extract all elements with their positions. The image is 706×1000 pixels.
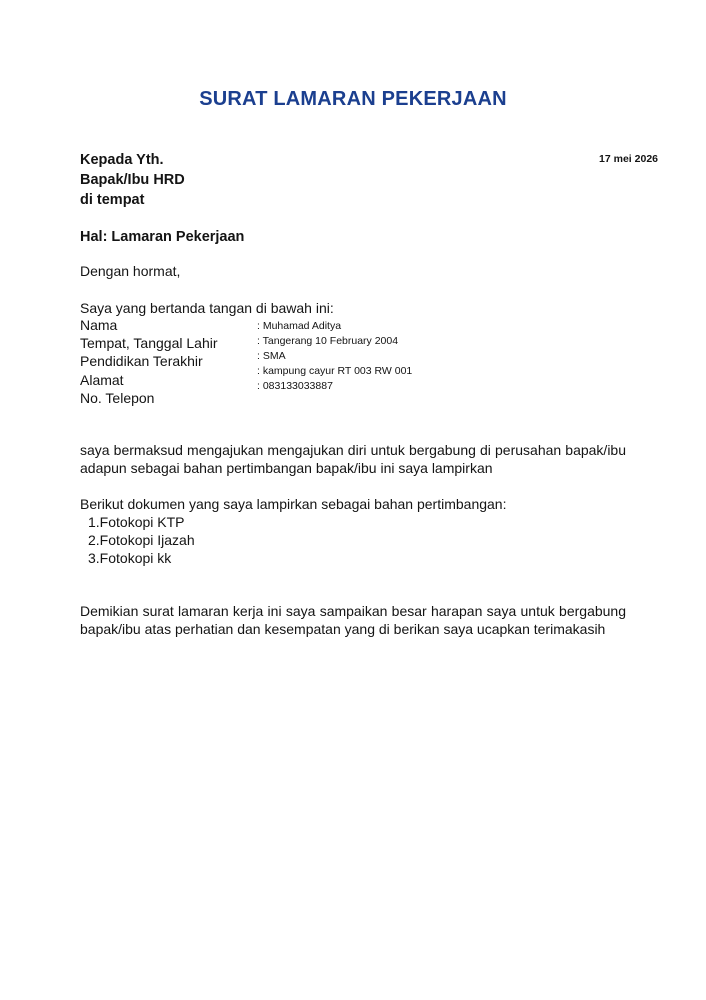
- field-label-education: Pendidikan Terakhir: [80, 353, 203, 370]
- field-values: [257, 319, 412, 394]
- closing-paragraph: Demikian surat lamaran kerja ini saya sampaikan besar harapan saya untuk bergabung bapak/ibu atas perhatian dan kesempatan yang di berikan saya ucapkan terimakasih: [80, 603, 626, 637]
- recipient-line: Kepada Yth.: [80, 152, 164, 168]
- recipient-line: di tempat: [80, 192, 145, 208]
- field-label-address: Alamat: [80, 371, 124, 388]
- recipient-block: [80, 150, 185, 210]
- attachments-list: [88, 513, 195, 567]
- intro-line: Saya yang bertanda tangan di bawah ini:: [80, 300, 334, 316]
- field-label-phone: No. Telepon: [80, 389, 155, 406]
- field-value-name: : Muhamad Aditya: [257, 320, 342, 332]
- letter-subject: Hal: Lamaran Pekerjaan: [80, 229, 245, 245]
- field-value-birth: : Tangerang 10 February 2004: [257, 335, 399, 347]
- salutation: Dengan hormat,: [80, 263, 181, 279]
- field-value-address: : kampung cayur RT 003 RW 001: [257, 365, 413, 377]
- field-value-phone: : 083133033887: [257, 380, 333, 392]
- letter-title: SURAT LAMARAN PEKERJAAN: [199, 88, 507, 110]
- recipient-line: Bapak/Ibu HRD: [80, 172, 185, 188]
- list-item: 3.Fotokopi kk: [88, 550, 172, 566]
- list-item: 2.Fotokopi Ijazah: [88, 532, 195, 548]
- field-label-name: Nama: [80, 317, 118, 333]
- list-item: 1.Fotokopi KTP: [88, 514, 185, 530]
- field-value-education: : SMA: [257, 350, 286, 362]
- field-label-birth: Tempat, Tanggal Lahir: [80, 335, 218, 352]
- attachments-intro: Berikut dokumen yang saya lampirkan sebagai bahan pertimbangan:: [80, 496, 507, 512]
- purpose-paragraph: saya bermaksud mengajukan mengajukan diri untuk bergabung di perusahan bapak/ibu adapun sebagai bahan pertimbangan bapak/ibu ini saya lampirkan: [80, 442, 626, 476]
- letter-date: 17 mei 2026: [599, 153, 658, 165]
- field-labels: [80, 316, 218, 407]
